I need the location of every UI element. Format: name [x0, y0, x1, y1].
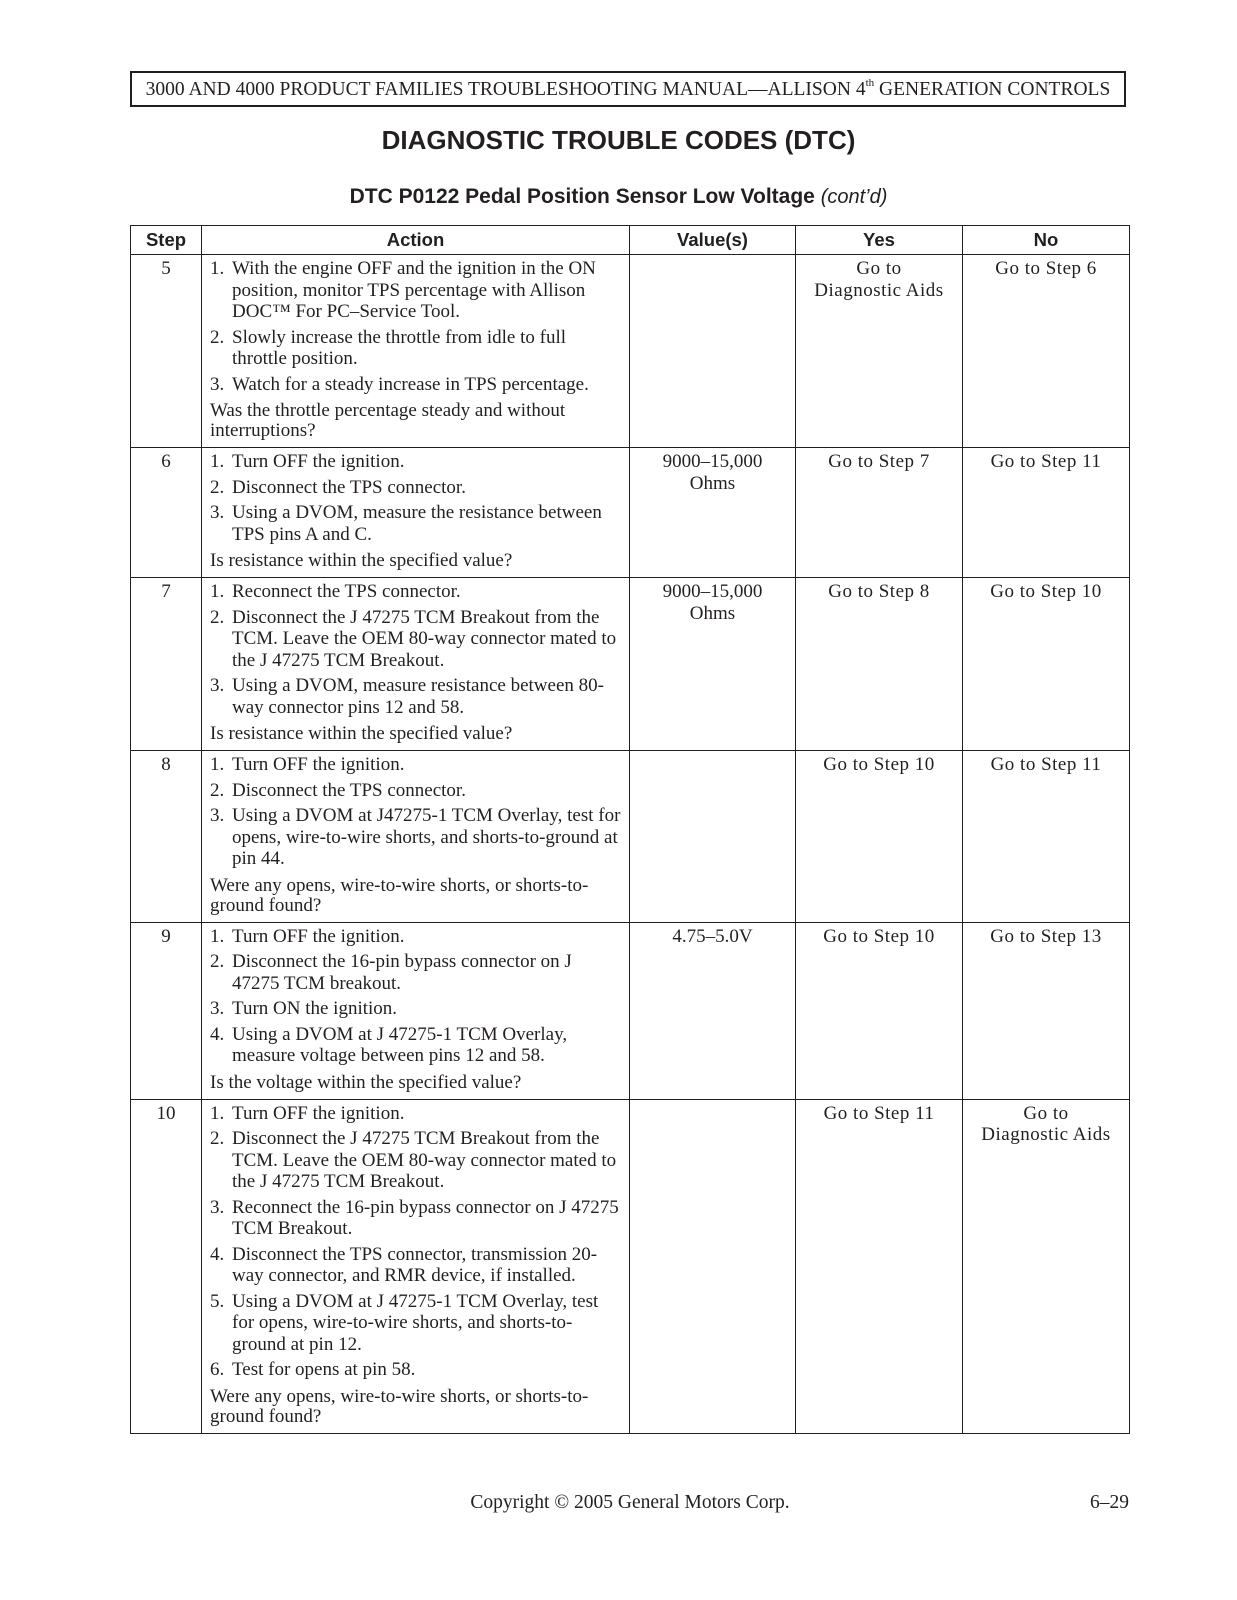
action-cell — [202, 255, 630, 448]
no-cell: Go to Step 10 — [963, 578, 1130, 751]
action-item: 1. Turn OFF the ignition. — [210, 925, 405, 947]
no-cell: Go to Step 11 — [963, 751, 1130, 923]
no-cell: Go to Step 6 — [963, 255, 1130, 448]
dtc-table — [130, 225, 1130, 1434]
value-cell: 9000–15,000 Ohms — [630, 578, 796, 751]
col-header-values: Value(s) — [630, 226, 796, 255]
header-prefix: 3000 AND 4000 PRODUCT FAMILIES TROUBLESHOOTING MANUAL—ALLISON 4 — [145, 79, 866, 100]
action-list — [210, 926, 621, 1067]
yes-cell: Go to Diagnostic Aids — [796, 255, 963, 448]
action-item: 2. Disconnect the J 47275 TCM Breakout from the TCM. Leave the OEM 80-way connector mated to the J 47275 TCM Breakout. — [210, 606, 617, 671]
action-item: 3. Reconnect the 16-pin bypass connector on J 47275 TCM Breakout. — [210, 1196, 619, 1239]
action-question: Is resistance within the specified value? — [210, 550, 513, 571]
table-row — [131, 922, 1130, 1099]
action-question: Was the throttle percentage steady and without interruptions? — [210, 400, 566, 441]
header-suffix: GENERATION CONTROLS — [874, 79, 1111, 100]
action-item: 3. Turn ON the ignition. — [210, 998, 398, 1019]
action-list — [210, 451, 621, 545]
table-row — [131, 578, 1130, 751]
action-item: 5. Using a DVOM at J 47275-1 TCM Overlay, test for opens, wire-to-wire shorts, and shorts-to-ground at pin 12. — [210, 1290, 599, 1355]
action-question: Is resistance within the specified value? — [210, 723, 513, 744]
action-cell — [202, 751, 630, 923]
yes-cell: Go to Step 10 — [796, 751, 963, 923]
table-row — [131, 255, 1130, 448]
col-header-no: No — [963, 226, 1130, 255]
action-item: 1. Turn OFF the ignition. — [210, 451, 405, 472]
dtc-title-main: DTC P0122 Pedal Position Sensor Low Voltage — [349, 185, 815, 208]
action-item: 2. Slowly increase the throttle from idle to full throttle position. — [210, 326, 567, 369]
action-cell — [202, 448, 630, 578]
col-header-action: Action — [202, 226, 630, 255]
action-item: 2. Disconnect the TPS connector. — [210, 779, 466, 801]
value-cell — [630, 751, 796, 923]
action-item: 6. Test for opens at pin 58. — [210, 1359, 416, 1380]
table-row — [131, 1099, 1130, 1433]
action-item: 4. Disconnect the TPS connector, transmission 20-way connector, and RMR device, if installed. — [210, 1243, 598, 1286]
step-number: 10 — [131, 1099, 202, 1433]
action-item: 2. Disconnect the 16-pin bypass connector on J 47275 TCM breakout. — [210, 951, 572, 994]
action-question: Is the voltage within the specified value? — [210, 1071, 522, 1093]
action-item: 1. Reconnect the TPS connector. — [210, 581, 461, 602]
action-list — [210, 581, 621, 718]
header-superscript: th — [865, 77, 875, 89]
action-question: Were any opens, wire-to-wire shorts, or shorts-to-ground found? — [210, 874, 589, 916]
table-row — [131, 448, 1130, 578]
action-item: 3. Using a DVOM at J47275-1 TCM Overlay, test for opens, wire-to-wire shorts, and shorts-to-ground at pin 44. — [210, 805, 621, 869]
action-item: 4. Using a DVOM at J 47275-1 TCM Overlay, measure voltage between pins 12 and 58. — [210, 1023, 568, 1066]
action-cell — [202, 922, 630, 1099]
table-header-row — [131, 226, 1130, 255]
action-question: Were any opens, wire-to-wire shorts, or shorts-to-ground found? — [210, 1385, 589, 1427]
value-cell — [630, 1099, 796, 1433]
action-item: 3. Using a DVOM, measure the resistance between TPS pins A and C. — [210, 502, 602, 545]
action-list — [210, 258, 621, 395]
step-number: 7 — [131, 578, 202, 751]
no-cell: Go to Step 11 — [963, 448, 1130, 578]
yes-cell: Go to Step 7 — [796, 448, 963, 578]
action-item: 1. Turn OFF the ignition. — [210, 1102, 405, 1124]
step-number: 8 — [131, 751, 202, 923]
col-header-yes: Yes — [796, 226, 963, 255]
dtc-title-cont: (cont’d) — [820, 186, 888, 208]
dtc-title — [0, 182, 1237, 212]
action-item: 1. Turn OFF the ignition. — [210, 754, 405, 775]
value-cell: 9000–15,000 Ohms — [630, 448, 796, 578]
yes-cell: Go to Step 10 — [796, 922, 963, 1099]
step-number: 6 — [131, 448, 202, 578]
page-number: 6–29 — [1090, 1492, 1129, 1513]
yes-cell: Go to Step 8 — [796, 578, 963, 751]
col-header-step: Step — [131, 226, 202, 255]
action-list — [210, 1103, 621, 1381]
action-item: 2. Disconnect the TPS connector. — [210, 476, 466, 498]
manual-header — [130, 71, 1126, 107]
yes-cell: Go to Step 11 — [796, 1099, 963, 1433]
step-number: 9 — [131, 922, 202, 1099]
action-list — [210, 754, 621, 870]
no-cell: Go to Step 13 — [963, 922, 1130, 1099]
action-item: 2. Disconnect the J 47275 TCM Breakout from the TCM. Leave the OEM 80-way connector mated to the J 47275 TCM Breakout. — [210, 1128, 617, 1192]
action-item: 3. Using a DVOM, measure resistance between 80-way connector pins 12 and 58. — [210, 675, 604, 718]
action-cell — [202, 1099, 630, 1433]
value-cell: 4.75–5.0V — [630, 922, 796, 1099]
footer-copyright: Copyright © 2005 General Motors Corp. — [470, 1492, 790, 1513]
value-cell — [630, 255, 796, 448]
action-item: 3. Watch for a steady increase in TPS percentage. — [210, 373, 589, 395]
step-number: 5 — [131, 255, 202, 448]
action-item: 1. With the engine OFF and the ignition in the ON position, monitor TPS percentage with Allison DOC™ For PC–Service Tool. — [210, 258, 596, 322]
no-cell: Go to Diagnostic Aids — [963, 1099, 1130, 1433]
action-cell — [202, 578, 630, 751]
section-title: DIAGNOSTIC TROUBLE CODES (DTC) — [381, 125, 856, 155]
table-row — [131, 751, 1130, 923]
